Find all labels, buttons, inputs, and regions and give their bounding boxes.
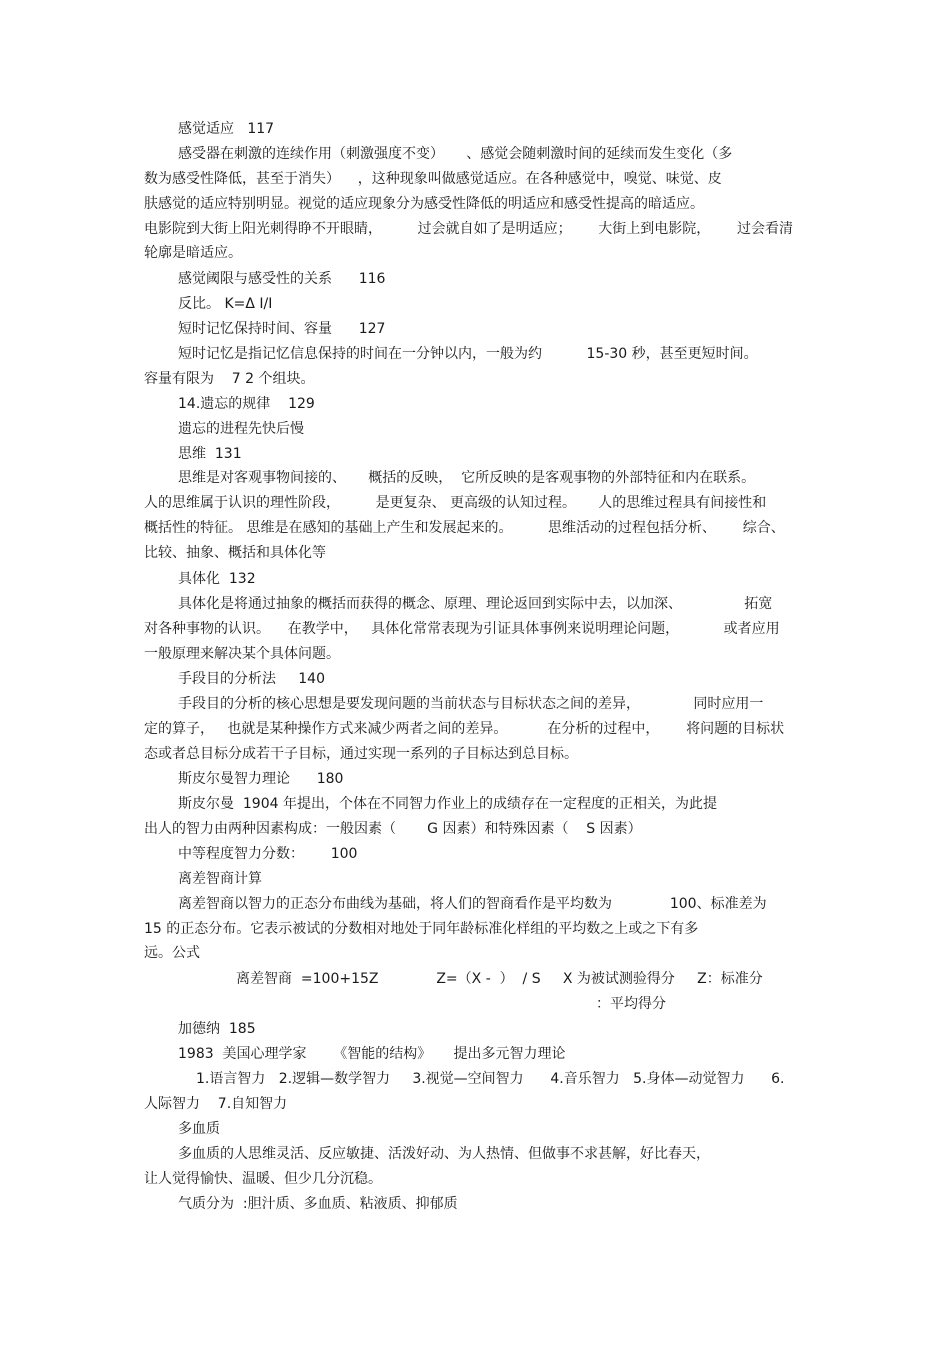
paragraph-line: 电影院到大街上阳光刺得睁不开眼睛， 过会就自如了是明适应； 大街上到电影院， 过会看清 (144, 221, 794, 237)
paragraph-line: 定的算子， 也就是某种操作方式来减少两者之间的差异。 在分析的过程中， 将问题的目标状 (144, 721, 785, 737)
paragraph-line: 具体化是将通过抽象的概括而获得的概念、原理、理论返回到实际中去，以加深、 拓宽 (178, 596, 773, 612)
formula-line: 离差智商 =100+15Z Z=（X - ） / S X 为被试测验得分 Z：标准分 (236, 971, 763, 987)
paragraph-line: 出人的智力由两种因素构成：一般因素（ G 因素）和特殊因素（ S 因素） (144, 821, 642, 837)
paragraph-line: 态或者总目标分成若干子目标，通过实现一系列的子目标达到总目标。 (144, 746, 578, 762)
heading-threshold-sensitivity: 感觉阈限与感受性的关系 116 (178, 271, 386, 287)
paragraph-line: 思维是对客观事物间接的、 概括的反映， 它所反映的是客观事物的外部特征和内在联系。 (178, 470, 756, 486)
paragraph-line: 多血质的人思维灵活、反应敏捷、活泼好动、为人热情、但做事不求甚解，好比春天， (178, 1146, 710, 1162)
heading-sanguine: 多血质 (178, 1121, 220, 1137)
formula-line: 反比。 K=Δ I/I (178, 296, 273, 312)
paragraph-line: 数为感受性降低，甚至于消失） ，这种现象叫做感觉适应。在各种感觉中，嗅觉、味觉、皮 (144, 171, 722, 187)
paragraph-line: 感受器在刺激的连续作用（刺激强度不变） 、感觉会随刺激时间的延续而发生变化（多 (178, 146, 733, 162)
paragraph-line: 1983 美国心理学家 《智能的结构》 提出多元智力理论 (178, 1046, 566, 1062)
formula-note: ：平均得分 (596, 996, 666, 1012)
heading-thinking: 思维 131 (178, 446, 242, 462)
paragraph-line: 概括性的特征。 思维是在感知的基础上产生和发展起来的。 思维活动的过程包括分析、 综合、 (144, 520, 785, 536)
paragraph-line: 中等程度智力分数： 100 (178, 846, 358, 862)
paragraph-line: 1.语言智力 2.逻辑—数学智力 3.视觉—空间智力 4.音乐智力 5.身体—动觉智力 6. (196, 1071, 785, 1087)
heading-forgetting: 14.遗忘的规律 129 (178, 396, 315, 412)
heading-short-term-memory: 短时记忆保持时间、容量 127 (178, 321, 386, 337)
paragraph-line: 让人觉得愉快、温暖、但少几分沉稳。 (144, 1171, 382, 1187)
paragraph-line: 对各种事物的认识。 在教学中， 具体化常常表现为引证具体事例来说明理论问题， 或者应用 (144, 621, 780, 637)
heading-spearman: 斯皮尔曼智力理论 180 (178, 771, 344, 787)
paragraph-line: 遗忘的进程先快后慢 (178, 421, 304, 437)
paragraph-line: 远。公式 (144, 945, 200, 961)
heading-deviation-iq: 离差智商计算 (178, 871, 262, 887)
paragraph-line: 手段目的分析的核心思想是要发现问题的当前状态与目标状态之间的差异， 同时应用一 (178, 696, 764, 712)
paragraph-line: 离差智商以智力的正态分布曲线为基础，将人们的智商看作是平均数为 100、标准差为 (178, 896, 767, 912)
paragraph-line: 短时记忆是指记忆信息保持的时间在一分钟以内，一般为约 15-30 秒，甚至更短时间。 (178, 346, 758, 362)
paragraph-line: 人的思维属于认识的理性阶段， 是更复杂、 更高级的认知过程。 人的思维过程具有间接性和 (144, 495, 767, 511)
heading-concretization: 具体化 132 (178, 571, 256, 587)
paragraph-line: 容量有限为 7 2 个组块。 (144, 371, 315, 387)
paragraph-line: 气质分为 :胆汁质、多血质、粘液质、抑郁质 (178, 1196, 458, 1212)
paragraph-line: 一般原理来解决某个具体问题。 (144, 646, 340, 662)
heading-gardner: 加德纳 185 (178, 1021, 256, 1037)
heading-means-ends: 手段目的分析法 140 (178, 671, 325, 687)
paragraph-line: 斯皮尔曼 1904 年提出，个体在不同智力作业上的成绩存在一定程度的正相关，为此提 (178, 796, 717, 812)
heading-sensory-adaptation: 感觉适应 117 (178, 121, 275, 137)
paragraph-line: 人际智力 7.自知智力 (144, 1096, 288, 1112)
paragraph-line: 比较、抽象、概括和具体化等 (144, 545, 326, 561)
paragraph-line: 15 的正态分布。它表示被试的分数相对地处于同年龄标准化样组的平均数之上或之下有多 (144, 921, 699, 937)
paragraph-line: 轮廓是暗适应。 (144, 245, 242, 261)
paragraph-line: 肤感觉的适应特别明显。视觉的适应现象分为感受性降低的明适应和感受性提高的暗适应。 (144, 196, 704, 212)
